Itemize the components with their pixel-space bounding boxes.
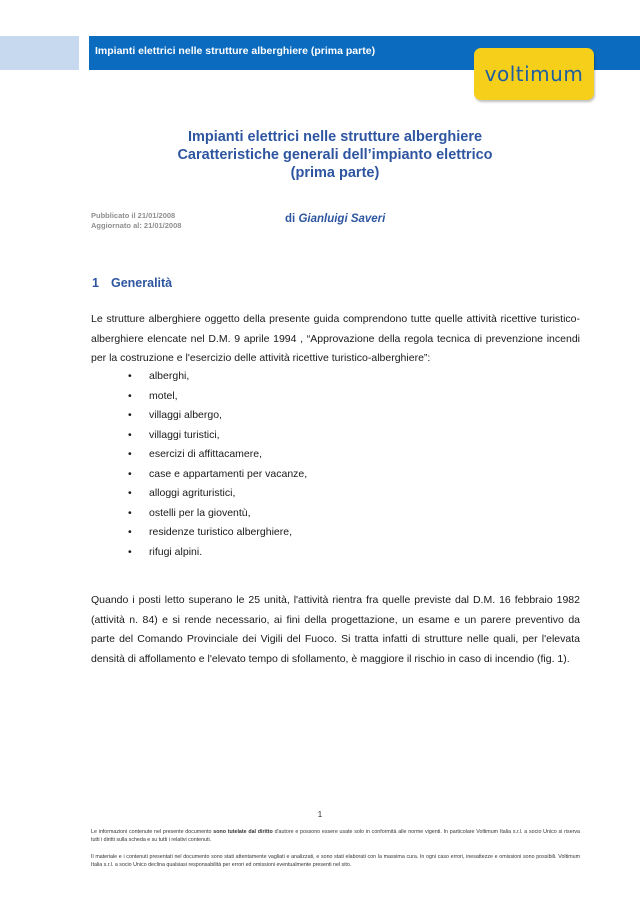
published-date: Pubblicato il 21/01/2008 <box>91 211 176 220</box>
voltimum-logo <box>474 48 594 100</box>
section-number: 1 <box>92 276 99 290</box>
footer-copyright-pre: Le informazioni contenute nel presente documento <box>91 829 214 835</box>
paragraph-fire-regulation: Quando i posti letto superano le 25 unità, l'attività rientra fra quelle previste dal D.M. 16 febbraio 1982 (attività n. 84) e si rende necessario, ai fini della progettazione, un esame e un parere preventivo da parte del Comando Provinciale dei Vigili del Fuoco. Si tratta infatti di strutture nelle quali, per l'elevata densità di affollamento e l'elevato tempo di sfollamento, è maggiore il rischio in caso di incendio (fig. 1). <box>91 594 580 665</box>
list-item: • alloggi agrituristici, <box>128 484 307 504</box>
list-item: • ostelli per la gioventù, <box>128 504 307 524</box>
document-title <box>90 128 580 182</box>
list-item: • alberghi, <box>128 367 307 387</box>
footer-disclaimer: Il materiale e i contenuti presentati nel documento sono stati attentamente vagliati e analizzati, e sono stati elaborati con la massima cura. In ogni caso errori, inesattezze e omissioni sono possibili. Voltimum Italia s.r.l. a socio Unico declina qualsiasi responsabilità per errori ed omissioni eventualmente presenti nel sito. <box>91 854 580 868</box>
updated-date: Aggiornato al: 21/01/2008 <box>91 221 182 230</box>
title-line-1: Impianti elettrici nelle strutture alberghiere <box>187 129 483 145</box>
running-title: Impianti elettrici nelle strutture alberghiere (prima parte) <box>95 45 376 57</box>
publication-meta <box>91 211 181 231</box>
page-number: 1 <box>317 810 323 819</box>
list-item: • villaggi albergo, <box>128 406 307 426</box>
byline-prefix: di <box>285 213 296 225</box>
section-heading <box>92 276 172 290</box>
footer-copyright-post: d'autore e possono essere usate solo in conformità alle norme vigenti. In particolare Voltimum Italia s.r.l. a socio Unico si riserva tutti i diritti sulla scheda e su tutti i relativi contenuti. <box>91 829 581 843</box>
section-title: Generalità <box>111 276 173 290</box>
list-item: • residenze turistico alberghiere, <box>128 523 307 543</box>
list-item: • rifugi alpini. <box>128 543 307 563</box>
header-accent-block <box>0 36 79 70</box>
list-item: • case e appartamenti per vacanze, <box>128 465 307 485</box>
byline <box>285 213 385 225</box>
title-line-2: Caratteristiche generali dell’impianto elettrico <box>177 147 493 163</box>
logo-text: voltimum <box>484 62 584 86</box>
list-item: • motel, <box>128 387 307 407</box>
footer-copyright-bold: sono tutelate dal diritto <box>213 829 273 835</box>
accommodation-list <box>128 367 307 562</box>
author-name: Gianluigi Saveri <box>298 213 386 225</box>
list-item: • villaggi turistici, <box>128 426 307 446</box>
title-line-3: (prima parte) <box>290 165 380 181</box>
footer-copyright <box>91 828 580 844</box>
paragraph-intro: Le strutture alberghiere oggetto della presente guida comprendono tutte quelle attività ricettive turistico-alberghiere elencate nel D.M. 9 aprile 1994 , “Approvazione della regola tecnica di prevenzione incendi per la costruzione e l'esercizio delle attività ricettive turistico-alberghiere”: <box>91 313 580 364</box>
list-item: • esercizi di affittacamere, <box>128 445 307 465</box>
